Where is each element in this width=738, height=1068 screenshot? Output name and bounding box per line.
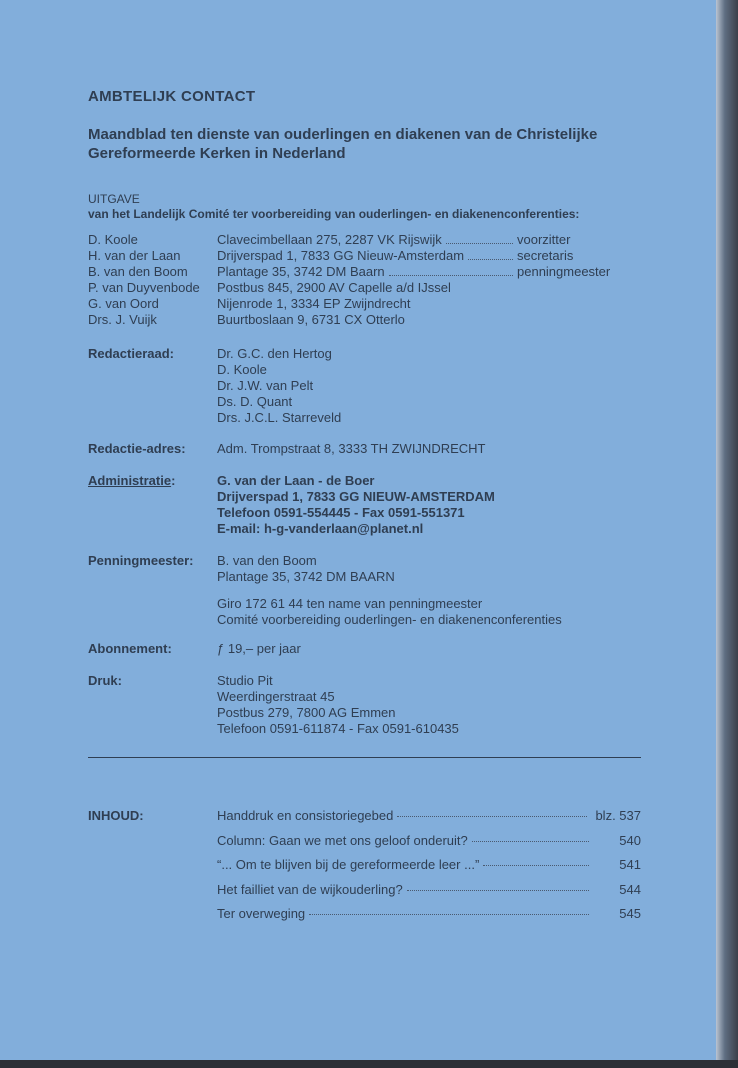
committee-name: D. Koole: [88, 232, 138, 247]
section-divider: [88, 757, 641, 758]
redactie-adres-label: Redactie-adres:: [88, 441, 186, 456]
inhoud-label: INHOUD:: [88, 808, 144, 823]
committee-address: Nijenrode 1, 3334 EP Zwijndrecht: [217, 296, 411, 311]
administratie-label: Administratie: [88, 473, 172, 488]
committee-row: [88, 232, 610, 248]
committee-role: voorzitter: [517, 232, 571, 247]
druk-line: Telefoon 0591-611874 - Fax 0591-610435: [217, 721, 459, 736]
publisher-block: [88, 192, 579, 222]
druk-line: Postbus 279, 7800 AG Emmen: [217, 705, 396, 720]
member-name: Dr. G.C. den Hertog: [217, 346, 332, 361]
committee-address: Drijverspad 1, 7833 GG Nieuw-Amsterdam: [217, 248, 465, 263]
leader-dots: [397, 816, 587, 817]
masthead: [88, 88, 688, 163]
leader-dots: [468, 248, 513, 260]
administratie-colon: :: [171, 473, 176, 488]
toc-item: [217, 857, 641, 882]
toc-title: Handdruk en consistoriegebed: [217, 808, 394, 823]
committee-address-cell: [217, 248, 517, 264]
admin-line: Telefoon 0591-554445 - Fax 0591-551371: [217, 505, 465, 520]
page-bottom-edge: [0, 1060, 738, 1068]
committee-name: P. van Duyvenbode: [88, 280, 200, 295]
toc-page: 544: [619, 881, 641, 897]
committee-list: [88, 232, 610, 328]
toc-page: 541: [619, 857, 641, 872]
member-name: Ds. D. Quant: [217, 394, 293, 409]
committee-role: penningmeester: [517, 264, 611, 279]
toc-title: Ter overweging: [217, 906, 306, 921]
leader-dots: [446, 232, 513, 244]
leader-dots: [472, 841, 589, 842]
member-name: Dr. J.W. van Pelt: [217, 378, 314, 393]
giro-line: Giro 172 61 44 ten name van penningmeester: [217, 596, 483, 611]
druk-line: Studio Pit: [217, 673, 273, 688]
table-of-contents: [217, 808, 641, 931]
druk-address: [217, 673, 687, 737]
committee-role: secretaris: [517, 248, 574, 263]
abonnement-label: Abonnement:: [88, 641, 172, 656]
committee-name: H. van der Laan: [88, 248, 181, 263]
committee-row: [88, 312, 610, 328]
toc-page: blz. 537: [595, 808, 641, 823]
redactieraad-label: Redactieraad:: [88, 346, 174, 361]
admin-line: Drijverspad 1, 7833 GG NIEUW-AMSTERDAM: [217, 489, 495, 504]
penningmeester-line: Plantage 35, 3742 DM BAARN: [217, 569, 395, 584]
committee-name: Drs. J. Vuijk: [88, 312, 157, 327]
admin-line: G. van der Laan - de Boer: [217, 473, 375, 488]
committee-address: Buurtboslaan 9, 6731 CX Otterlo: [217, 312, 405, 327]
toc-item: [217, 808, 641, 833]
member-name: D. Koole: [217, 362, 267, 377]
redactie-adres-value: Adm. Trompstraat 8, 3333 TH ZWIJNDRECHT: [217, 441, 486, 456]
committee-address: Postbus 845, 2900 AV Capelle a/d IJssel: [217, 280, 451, 295]
committee-address-cell: [217, 264, 517, 280]
penningmeester-label: Penningmeester:: [88, 553, 194, 568]
toc-page: 540: [619, 832, 641, 848]
abonnement-value: ƒ 19,– per jaar: [217, 641, 301, 656]
toc-title: “... Om te blijven bij de gereformeerde leer ...”: [217, 857, 480, 872]
admin-email: E-mail: h-g-vanderlaan@planet.nl: [217, 521, 424, 536]
administratie-label-wrap: [88, 473, 213, 489]
page-edge-shadow: [716, 0, 738, 1068]
committee-row: [88, 280, 610, 296]
committee-name: B. van den Boom: [88, 264, 188, 279]
uitgave-label: UITGAVE: [88, 192, 140, 206]
leader-dots: [407, 890, 589, 891]
leader-dots: [389, 264, 513, 276]
magazine-subtitle: Maandblad ten dienste van ouderlingen en diakenen van de Christelijke Gereformeerde Kerken in Nederland: [88, 126, 598, 162]
penningmeester-address: [217, 553, 687, 628]
penningmeester-line: B. van den Boom: [217, 553, 317, 568]
committee-row: [88, 296, 610, 312]
committee-name: G. van Oord: [88, 296, 159, 311]
toc-title: Column: Gaan we met ons geloof onderuit?: [217, 832, 468, 848]
toc-item: [217, 906, 641, 931]
committee-address-cell: [217, 232, 517, 248]
member-name: Drs. J.C.L. Starreveld: [217, 410, 342, 425]
leader-dots: [309, 914, 589, 915]
committee-address: Plantage 35, 3742 DM Baarn: [217, 264, 385, 279]
administratie-address: [217, 473, 687, 537]
toc-page: 545: [619, 906, 641, 921]
leader-dots: [483, 865, 589, 866]
toc-item: [217, 833, 641, 858]
toc-item: [217, 882, 641, 907]
druk-line: Weerdingerstraat 45: [217, 689, 335, 704]
giro-line: Comité voorbereiding ouderlingen- en diakenenconferenties: [217, 612, 562, 627]
publisher-text: van het Landelijk Comité ter voorbereiding van ouderlingen- en diakenenconferenties:: [88, 207, 580, 221]
magazine-title: AMBTELIJK CONTACT: [88, 88, 256, 105]
committee-address: Clavecimbellaan 275, 2287 VK Rijswijk: [217, 232, 442, 247]
toc-title: Het failliet van de wijkouderling?: [217, 881, 403, 897]
committee-row: [88, 248, 610, 264]
committee-row: [88, 264, 610, 280]
druk-label: Druk:: [88, 673, 122, 688]
redactieraad-members: [217, 346, 687, 426]
